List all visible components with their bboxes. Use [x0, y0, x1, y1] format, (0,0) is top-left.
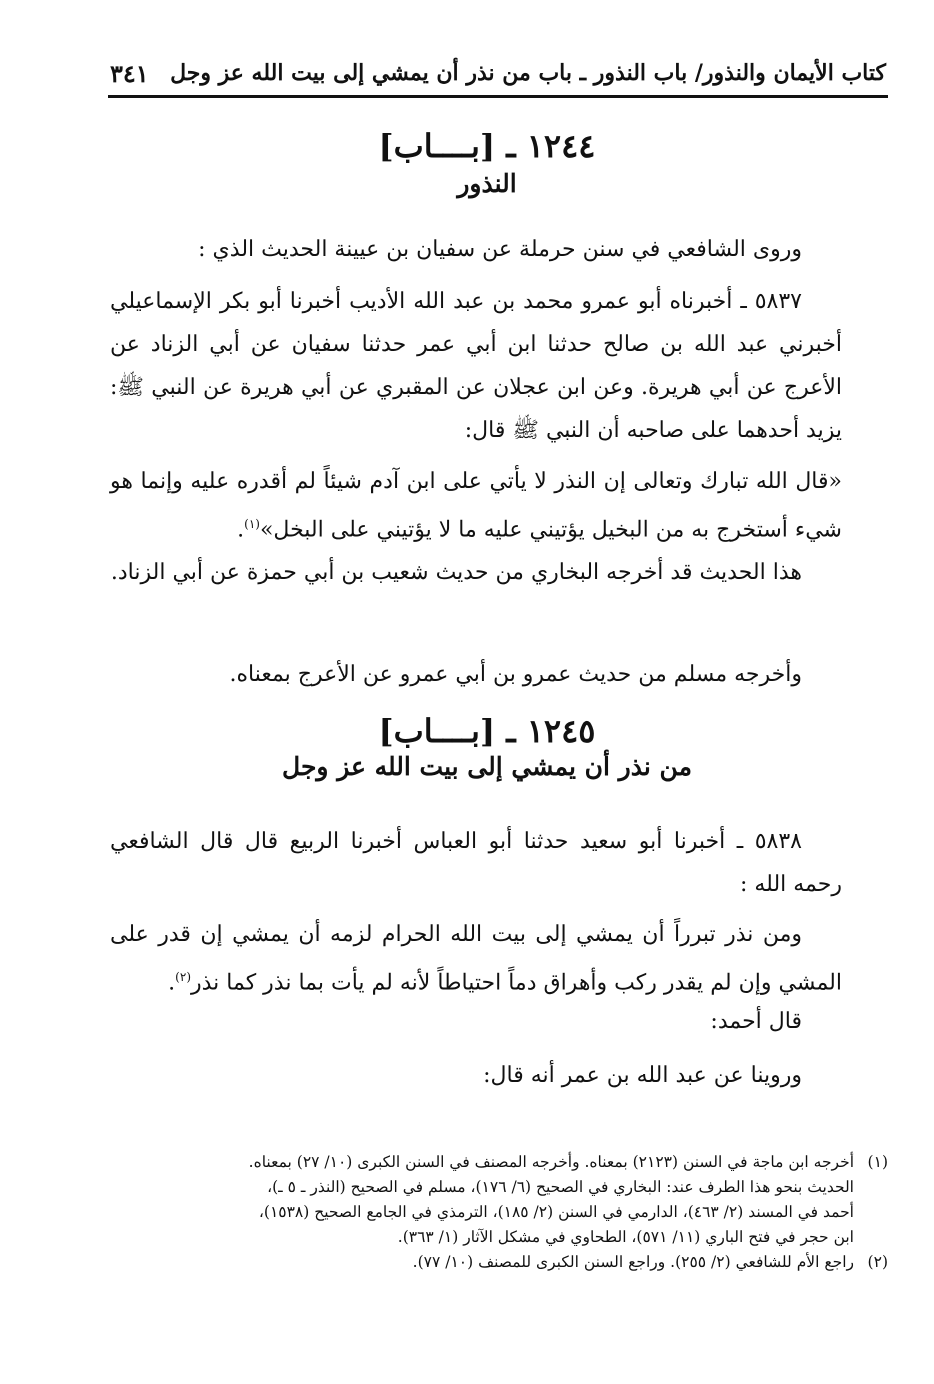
page-header — [110, 52, 886, 94]
paragraph-ibn-umar: وروينا عن عبد الله بن عمر أنه قال: — [483, 1063, 802, 1088]
footnote-marker: (١) — [867, 1153, 888, 1171]
footnote-line: أحمد في المسند (٢/ ٤٦٣)، الدارمي في السنن (٢/ ١٨٥)، الترمذي في الجامع الصحيح (١٥٣٨)، — [258, 1203, 854, 1221]
footnote-1 — [70, 1150, 888, 1250]
paragraph-hadith-text — [110, 460, 842, 551]
page-number: ٣٤١ — [110, 58, 149, 88]
chapter-title: النذور — [457, 169, 517, 198]
footnote-marker: (٢) — [867, 1253, 888, 1271]
chapter-heading-1244 — [130, 127, 844, 198]
footnote-line: راجع الأم للشافعي (٢/ ٢٥٥). وراجع السنن الكبرى للمصنف (١٠/ ٧٧). — [412, 1253, 854, 1271]
chapter-number: ١٢٤٥ ـ [بــــاب] — [378, 712, 596, 750]
hadith-end: . — [237, 517, 245, 543]
paragraph-shafii-ruling — [110, 913, 842, 1004]
ruling-text: ومن نذر تبرراً أن يمشي إلى بيت الله الحرام لزمه أن يمشي إن قدر على المشي وإن لم يقدر ركب وأهراق دماً احتياطاً لأنه لم يأت بما نذر كما نذر — [110, 922, 842, 996]
chapter-title: من نذر أن يمشي إلى بيت الله عز وجل — [282, 752, 692, 781]
footnote-2 — [70, 1250, 888, 1275]
footnote-line: الحديث بنحو هذا الطرف عند: البخاري في الصحيح (٦/ ١٧٦)، مسلم في الصحيح (النذر ـ ٥ ـ)، — [267, 1178, 854, 1196]
footnote-line: ابن حجر في فتح الباري (١١/ ٥٧١)، الطحاوي في مشكل الآثار (١/ ٣٦٣). — [397, 1228, 854, 1246]
footnote-ref-1: (١) — [244, 517, 260, 531]
running-head: كتاب الأيمان والنذور/ باب النذور ـ باب من نذر أن يمشي إلى بيت الله عز وجل — [170, 60, 886, 86]
footnote-ref-2: (٢) — [175, 970, 191, 984]
chapter-heading-1245 — [130, 712, 844, 781]
paragraph-intro: وروى الشافعي في سنن حرملة عن سفيان بن عيينة الحديث الذي : — [198, 237, 802, 262]
header-rule — [108, 95, 888, 98]
paragraph-muslim: وأخرجه مسلم من حديث عمرو بن أبي عمرو عن الأعرج بمعناه. — [229, 662, 802, 687]
paragraph-qala-ahmad: قال أحمد: — [710, 1009, 802, 1034]
footnote-line: أخرجه ابن ماجة في السنن (٢١٢٣) بمعناه. وأخرجه المصنف في السنن الكبرى (١٠/ ٢٧) بمعناه. — [248, 1153, 854, 1171]
paragraph-bukhari: هذا الحديث قد أخرجه البخاري من حديث شعيب بن أبي حمزة عن أبي الزناد. — [110, 560, 802, 585]
hadith-quote: «قال الله تبارك وتعالى إن النذر لا يأتي على ابن آدم شيئاً لم أقدره عليه وإنما هو شيء أستخرج به من البخيل يؤتيني عليه ما لا يؤتيني على البخل» — [110, 469, 842, 543]
paragraph-hadith-5837-isnad: ٥٨٣٧ ـ أخبرناه أبو عمرو محمد بن عبد الله الأديب أخبرنا أبو بكر الإسماعيلي أخبرني عبد الله بن صالح حدثنا ابن أبي عمر حدثنا سفيان عن أبي الزناد عن الأعرج عن أبي هريرة. وعن ابن عجلان عن المقبري عن أبي هريرة عن النبي ﷺ: يزيد أحدهما على صاحبه أن النبي ﷺ قال: — [110, 289, 842, 443]
footnotes — [70, 1150, 888, 1275]
chapter-number: ١٢٤٤ ـ [بــــاب] — [378, 127, 596, 165]
paragraph-hadith-5838: ٥٨٣٨ ـ أخبرنا أبو سعيد حدثنا أبو العباس أخبرنا الربيع قال قال الشافعي رحمه الله : — [110, 829, 842, 897]
ruling-end: . — [168, 970, 176, 996]
